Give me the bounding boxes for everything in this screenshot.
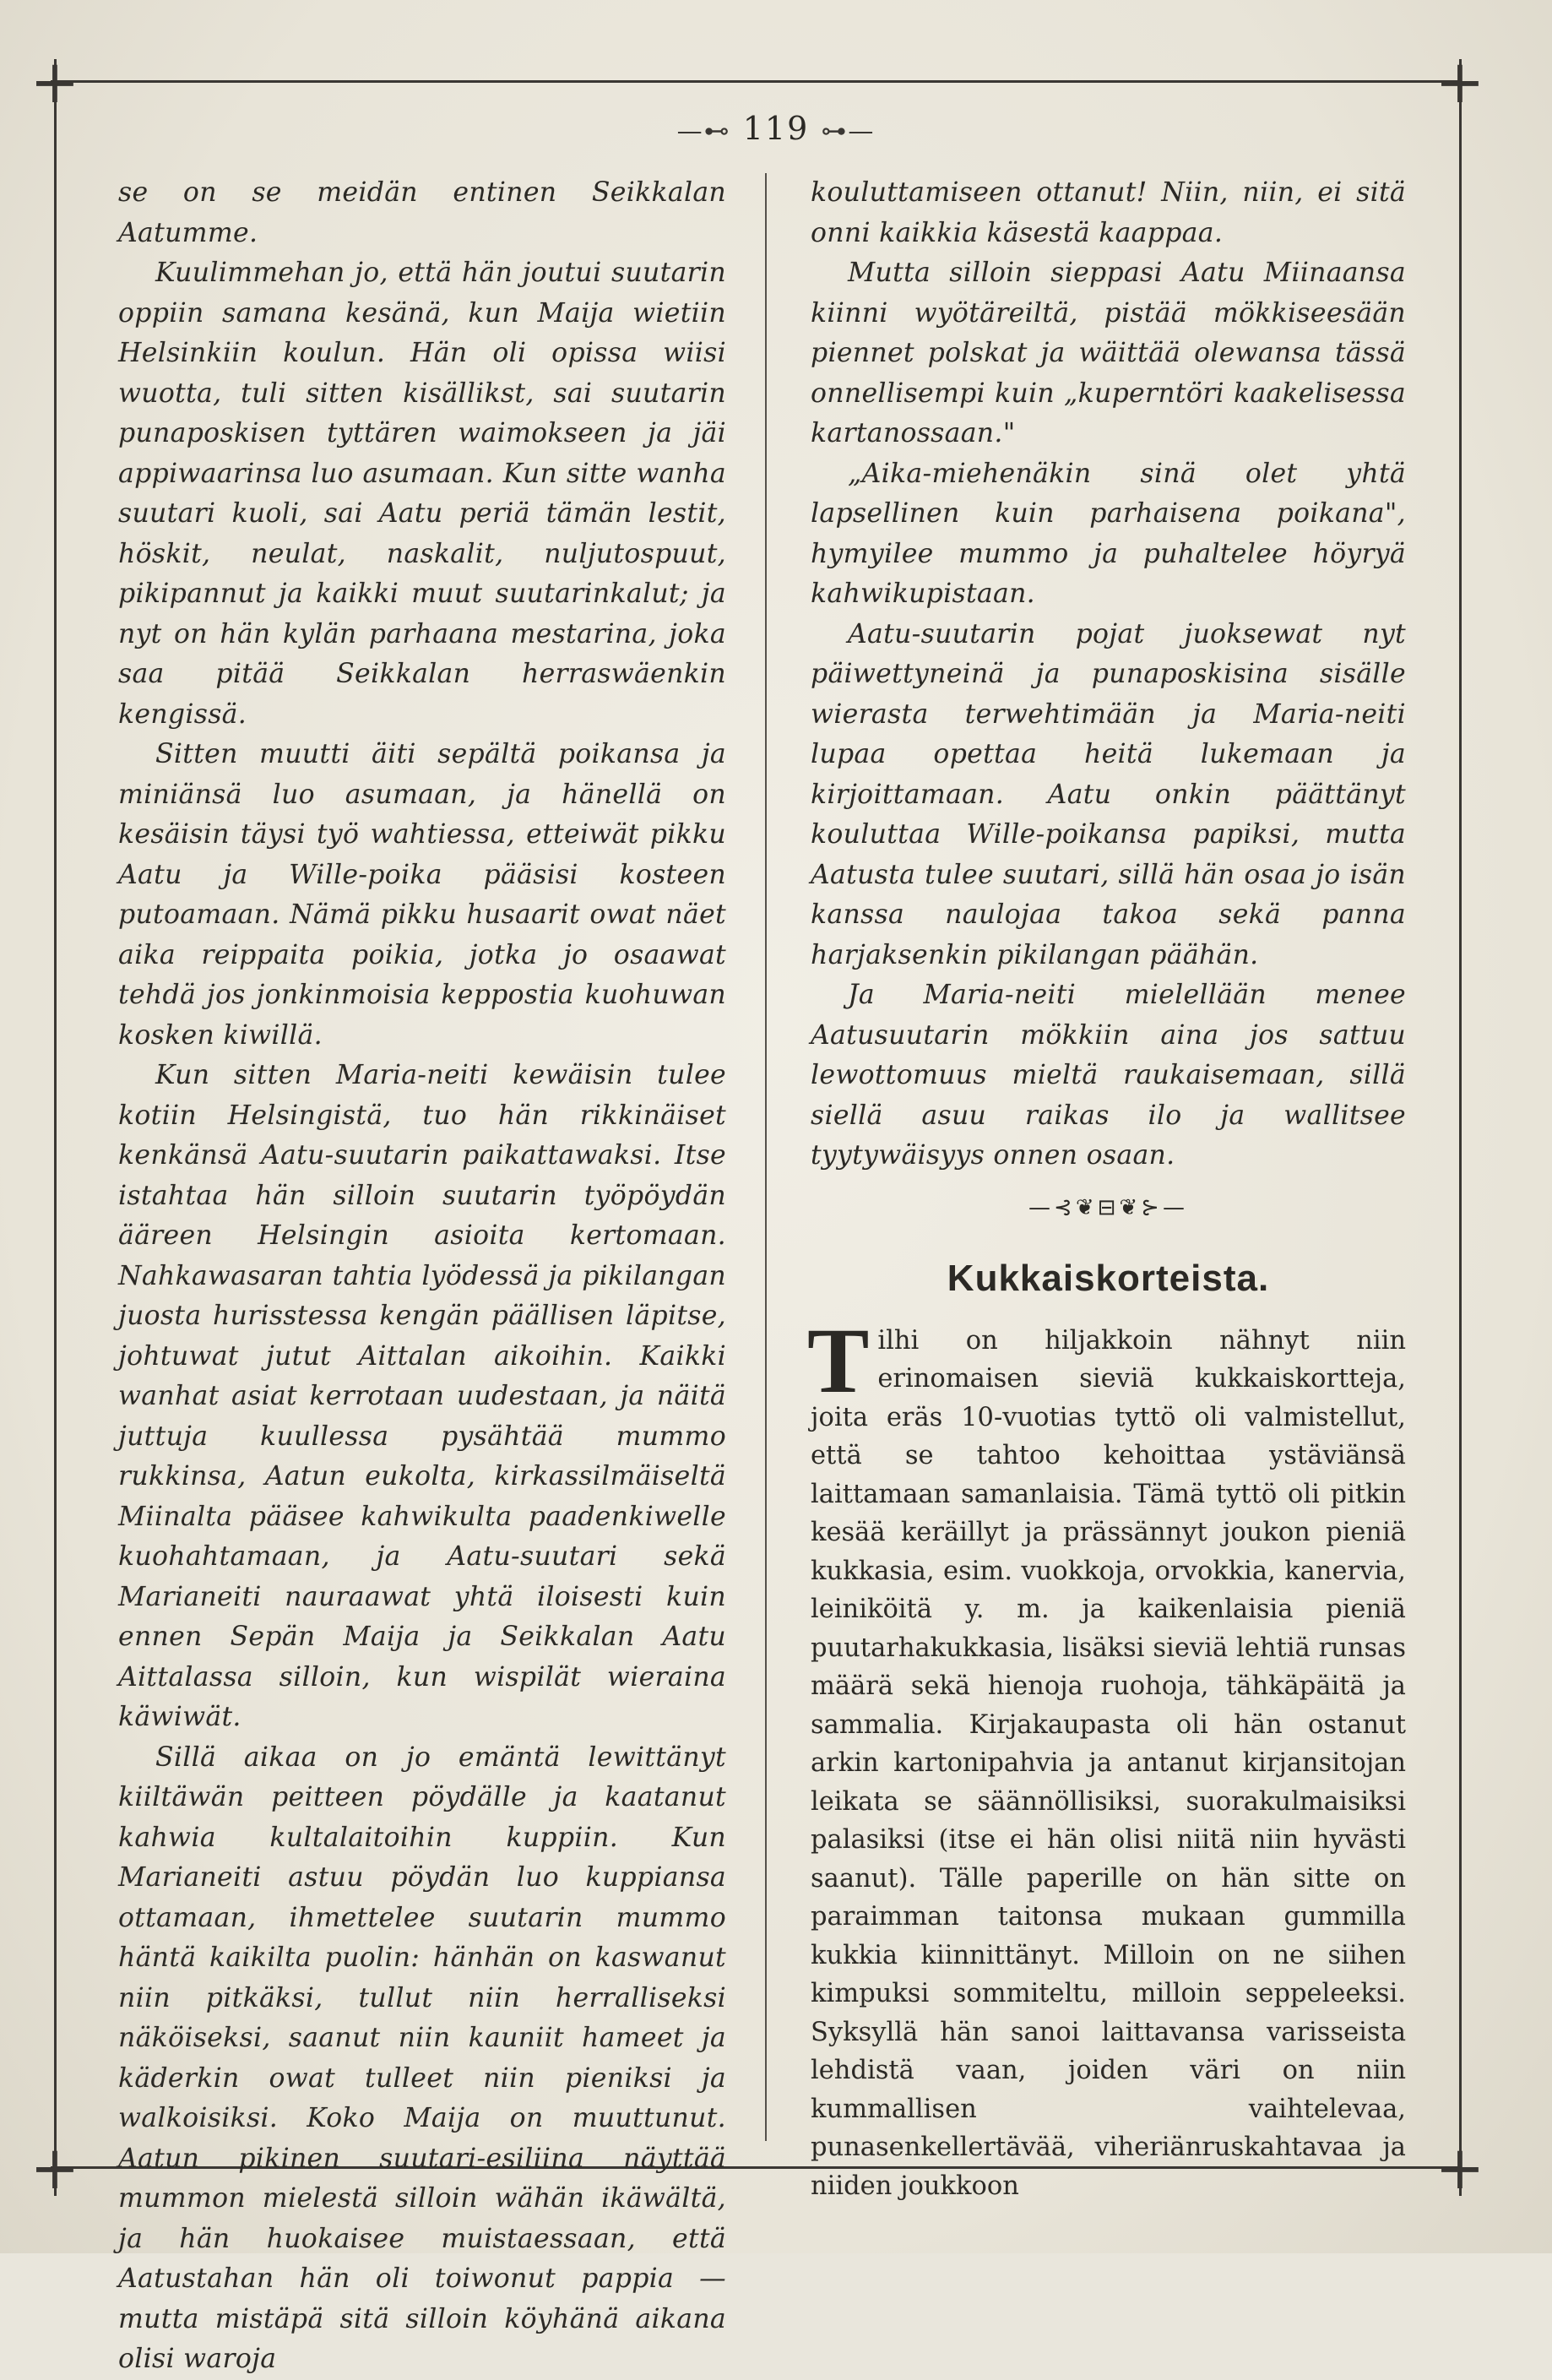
paragraph: Sitten muutti äiti sepältä poikansa ja miniänsä luo asumaan, ja hänellä on kesäisin täysi työ wahtiessa, etteiwät pikku Aatu ja Wille-poika pääsisi kosteen putoamaan. Nämä pikku husaarit owat näet aika reippaita poikia, jotka jo osaawat tehdä jos jonkinmoisia keppostia kuohuwan kosken kiwillä. (118, 739, 726, 1051)
paragraph: Kuulimmehan jo, että hän joutui suutarin oppiin samana kesänä, kun Maija wietiin Helsinkiin koulun. Hän oli opissa wiisi wuotta, tuli sitten kisällikst, sai suutarin punaposkisen tyttären waimokseen ja jäi appiwaarinsa luo asumaan. Kun sitte wanha suutari kuoli, sai Aatu periä tämän lestit, höskit, neulat, naskalit, nuljutospuut, pikipannut ja kaikki muut suutarinkalut; ja nyt on hän kylän parhaana mestarina, joka saa pitää Seikkalan herraswäenkin kengissä. (118, 258, 726, 730)
paragraph: Kun sitten Maria-neiti kewäisin tulee kotiin Helsingistä, tuo hän rikkinäiset kenkänsä Aatu-suutarin paikattawaksi. Itse istahtaa hän silloin suutarin työpöydän ääreen Helsingin asioita kertomaan. Nahkawasaran tahtia lyödessä ja pikilangan juosta hurisstessa kengän päällisen läpitse, johtuwat jutut Aittalan aikoihin. Kaikki wanhat asiat kerrotaan uudestaan, ja näitä juttuja kuullessa pysähtää mummo rukkinsa, Aatun eukolta, kirkassilmäiseltä Miinalta pääsee kahwikulta paadenkiwelle kuohahtamaan, ja Aatu-suutari sekä Marianeiti nauraawat yhtä iloisesti kuin ennen Sepän Maija ja Seikkalan Aatu Aittalassa silloin, kun wispilät wieraina käwiwät. (118, 1060, 726, 1732)
article-text: ilhi on hiljakkoin nähnyt niin erinomaisen sieviä kukkaiskortteja, joita eräs 10-vuotias tyttö oli valmistellut, että se tahtoo kehoittaa ystäviänsä laittamaan samanlaisia. Tämä tyttö oli pitkin kesää keräillyt ja prässännyt joukon pieniä kukkasia, esim. vuokkoja, orvokkia, kanervia, leiniköitä y. m. ja kaikenlaisia pieniä puutarhakukkasia, lisäksi sieviä lehtiä runsas määrä sekä hienoja ruohoja, tähkäpäitä ja sammalia. Kirjakaupasta oli hän ostanut arkin kartonipahvia ja antanut kirjansitojan leikata se säännöllisiksi, suorakulmaisiksi palasiksi (itse ei hän olisi niitä niin hyvästi saanut). Tälle paperille on hän sitte on paraimman taitonsa mukaan gummilla kukkia kiinnittänyt. Milloin on ne siihen kimpuksi sommiteltu, milloin seppeleeksi. Syksyllä hän sanoi laittavansa varisseista lehdistä vaan, joiden väri on niin kummallisen vaihtelevaa, punasenkellertävää, viheriänruskahtavaa ja niiden joukkoon (811, 1325, 1406, 2201)
section-separator: —⊰❦⊟❦⊱— (1028, 1194, 1188, 1220)
page-number: 119 (742, 110, 810, 147)
drop-cap: T (807, 1308, 870, 1412)
paragraph: se on se meidän entinen Seikkalan Aatumme. (118, 177, 726, 248)
paragraph: kouluttamiseen ottanut! Niin, niin, ei sitä onni kaikkia käsestä kaappaa. (811, 177, 1406, 248)
story-text-right (811, 173, 1406, 1176)
paragraph: „Aika-miehenäkin sinä olet yhtä lapsellinen kuin parhaisena poikana", hymyilee mummo ja puhaltelee höyryä kahwikupistaan. (811, 458, 1406, 609)
paragraph: Ja Maria-neiti mielellään menee Aatusuutarin mökkiin aina jos sattuu lewottomuus mieltä raukaisemaan, sillä siellä asuu raikas ilo ja wallitsee tyytywäisyys onnen osaan. (811, 980, 1406, 1171)
corner-cross-icon: + (30, 2133, 80, 2203)
column-divider (765, 173, 767, 2141)
article-title: Kukkaiskorteista. (947, 1257, 1270, 1299)
left-column (118, 173, 726, 2380)
header-ornament-right: ⊶— (821, 117, 876, 146)
corner-cross-icon: + (1435, 2133, 1485, 2203)
corner-cross-icon: + (1435, 47, 1485, 117)
header-ornament-left: —⊷ (676, 117, 731, 146)
paragraph: Sillä aikaa on jo emäntä lewittänyt kiiltäwän peitteen pöydälle ja kaatanut kahwia kultalaitoihin kuppiin. Kun Marianeiti astuu pöydän luo kuppiansa ottamaan, ihmettelee suutarin mummo häntä kaikilta puolin: hänhän on kaswanut niin pitkäksi, tullut niin herralliseksi näköiseksi, saanut niin kauniit hameet ja käderkin owat tulleet niin pieniksi ja walkoisiksi. Koko Maija on muuttunut. Aatun pikinen suutari-esiliina näyttää mummon mielestä silloin wähän ikäwältä, ja hän huokaisee muistaessaan, että Aatustahan hän oli toiwonut pappia — mutta mistäpä sitä silloin köyhänä aikana olisi waroja (118, 1742, 726, 2374)
article-body (807, 1308, 1406, 2206)
page-header (0, 110, 1552, 147)
corner-cross-icon: + (30, 47, 80, 117)
paragraph: Aatu-suutarin pojat juoksewat nyt päiwettyneinä ja punaposkisina sisälle wierasta terwehtimään ja Maria-neiti lupaa opettaa heitä lukemaan ja kirjoittamaan. Aatu onkin päättänyt kouluttaa Wille-poikansa papiksi, mutta Aatusta tulee suutari, sillä hän osaa jo isän kanssa naulojaa takoa sekä panna harjaksenkin pikilangan päähän. (811, 618, 1406, 970)
right-column (807, 173, 1406, 2205)
top-rule (51, 80, 1461, 83)
paragraph: Mutta silloin sieppasi Aatu Miinaansa kiinni wyötäreiltä, pistää mökkiseesään piennet polskat ja wäittää olewansa tässä onnellisempi kuin „kuperntöri kaakelisessa kartanossaan." (811, 258, 1406, 448)
left-rule (54, 59, 57, 2196)
right-rule (1459, 59, 1462, 2196)
story-text-left (118, 173, 726, 2380)
